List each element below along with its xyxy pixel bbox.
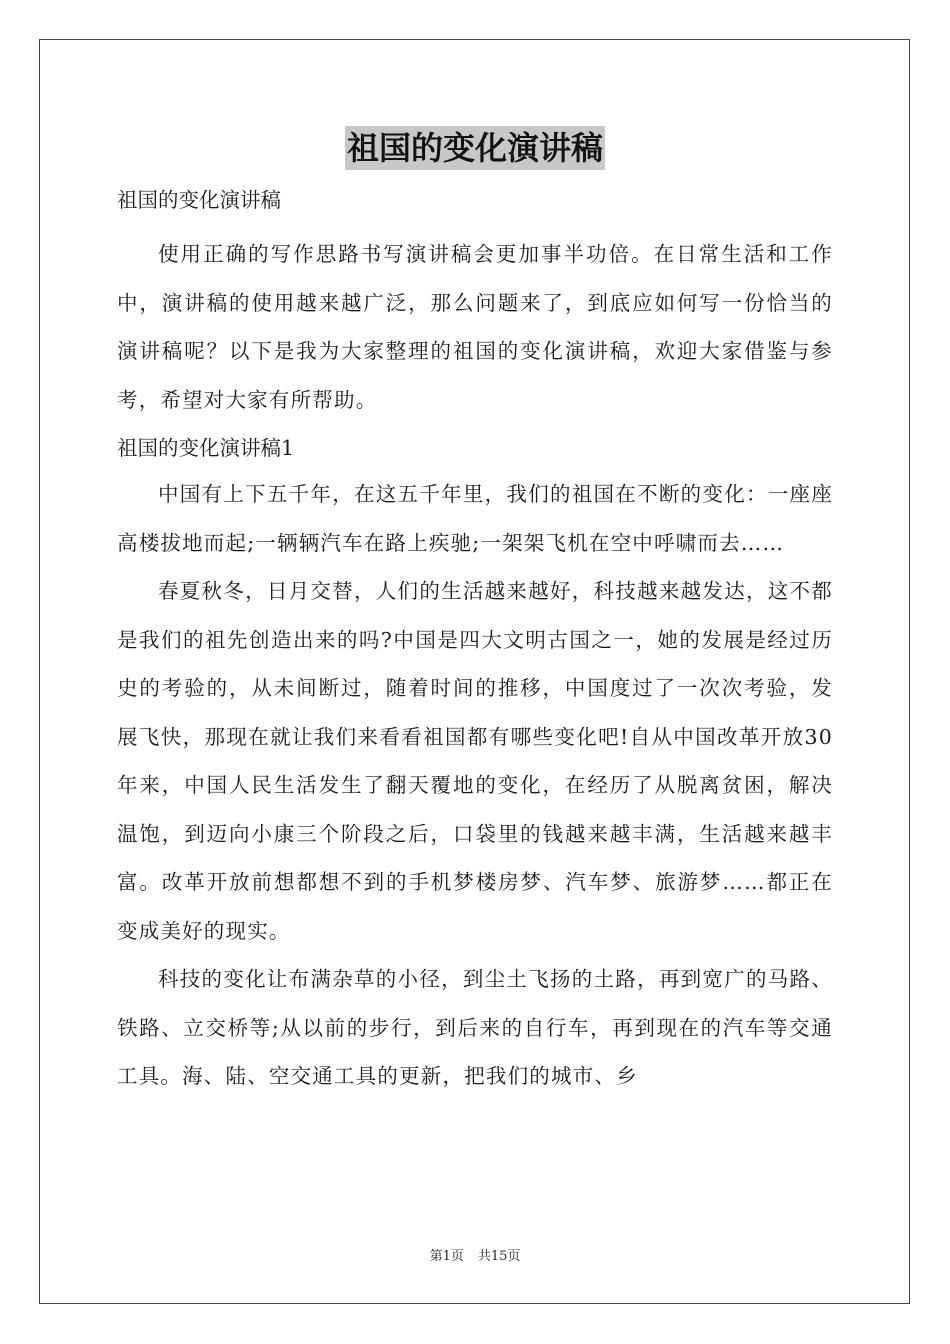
body-paragraph-3: 科技的变化让布满杂草的小径，到尘土飞扬的土路，再到宽广的马路、铁路、立交桥等;从以前的步行，到后来的自行车，再到现在的汽车等交通工具。海、陆、空交通工具的更新，把我们的城市、乡: [117, 967, 833, 1088]
page-number: 第1页: [429, 1249, 464, 1264]
page-total: 共15页: [477, 1249, 521, 1264]
intro-paragraph: 使用正确的写作思路书写演讲稿会更加事半功倍。在日常生活和工作中，演讲稿的使用越来越广泛，那么问题来了，到底应如何写一份恰当的演讲稿呢？以下是我为大家整理的祖国的变化演讲稿，欢迎大家借鉴与参考，希望对大家有所帮助。: [117, 242, 833, 412]
document-body: [117, 180, 833, 1101]
body-paragraph-2: 春夏秋冬，日月交替，人们的生活越来越好，科技越来越发达，这不都是我们的祖先创造出来的吗?中国是四大文明古国之一，她的发展是经过历史的考验的，从未间断过，随着时间的推移，中国度过了一次次考验，发展飞快，那现在就让我们来看看祖国都有哪些变化吧!自从中国改革开放30年来，中国人民生活发生了翻天覆地的变化，在经历了从脱离贫困，解决温饱，到迈向小康三个阶段之后，口袋里的钱越来越丰满，生活越来越丰富。改革开放前想都想不到的手机梦楼房梦、汽车梦、旅游梦……都正在变成美好的现实。: [117, 579, 833, 943]
document-title: 祖国的变化演讲稿: [345, 126, 605, 170]
section-title: 祖国的变化演讲稿1: [117, 436, 295, 460]
heading-line: 祖国的变化演讲稿: [117, 188, 281, 212]
title-container: [0, 126, 950, 170]
page-footer: [0, 1248, 950, 1266]
body-paragraph-1: 中国有上下五千年，在这五千年里，我们的祖国在不断的变化：一座座高楼拔地而起;一辆辆汽车在路上疾驰;一架架飞机在空中呼啸而去……: [117, 482, 833, 555]
